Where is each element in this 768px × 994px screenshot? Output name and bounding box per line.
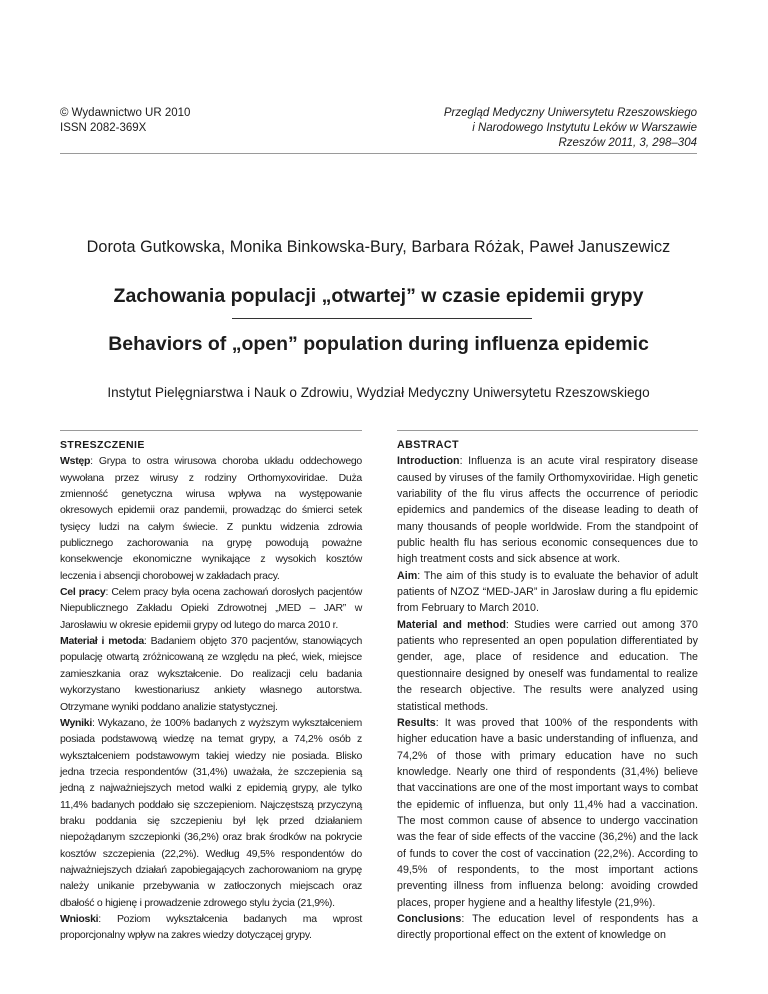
wnioski-text: : Poziom wykształcenia badanych ma wprost proporcjonalny wpływ na zakres wiedzy dotyczącej grypy. [60,912,362,942]
streszczenie-cel [60,584,362,633]
streszczenie-wstep [60,453,362,584]
abstract-introduction [397,453,698,567]
abstract-heading: ABSTRACT [397,439,459,451]
aim-label: Aim [397,569,418,582]
results-label: Results [397,716,436,729]
abstract-results [397,715,698,911]
english-abstract [397,437,698,944]
issn-line: ISSN 2082-369X [60,122,147,134]
introduction-text: : Influenza is an acute viral respiratory disease caused by viruses of the family Orthomyxoviridae. High genetic variability of the flu virus affects the occurrence of periodic epidemics and pandemics of the disease leading to death of many thousands of people worldwide. From the standpoint of public health flu has serious economic consequences due to high treatment costs and sick absence at work. [397,455,698,566]
material-label: Materiał i metoda [60,635,144,648]
right-column-divider [397,430,698,431]
aim-text: : The aim of this study is to evaluate the behavior of adult patients of NZOZ “MED-JAR” in Jarosław during a flu epidemic from February to March 2010. [397,569,698,615]
journal-name-line2: i Narodowego Instytutu Leków w Warszawie [472,122,697,134]
conclusions-text: : The education level of respondents has a directly proportional effect on the extent of knowledge on [397,912,698,942]
left-column-divider [60,430,362,431]
journal-name-line1: Przegląd Medyczny Uniwersytetu Rzeszowskiego [443,107,697,119]
results-text: : It was proved that 100% of the respondents with higher education have a basic understanding of influenza, and 74,2% of those with primary education have no such knowledge. Nearly one third of respondents (31,4%) believe that vaccinations are one of the most important ways to combat the epidemic of influenza, but only 11,4% had a vaccination. The most common cause of absence to undergo vaccination was the fear of side effects of the vaccine (36,2%) and the lack of funds to cover the cost of vaccination (22,2%). According to 49,5% of respondents, to the most important actions preventing illness from influenza belong: avoiding crowded places, proper hygiene and a healthy lifestyle (21,9%). [397,716,698,909]
method-text: : Studies were carried out among 370 patients who represented an open population differentiated by gender, age, place of residence and education. The questionnaire designed by oneself was fundamental to realize the research objective. The results were analyzed using statistical methods. [397,618,698,713]
publisher-line: © Wydawnictwo UR 2010 [60,107,191,119]
abstract-aim [397,568,698,617]
streszczenie-wyniki [60,715,362,911]
wyniki-label: Wyniki [60,716,92,729]
title-divider [232,318,532,319]
conclusions-label: Conclusions [397,912,462,925]
introduction-label: Introduction [397,455,460,468]
title-english: Behaviors of „open” population during influenza epidemic [108,333,649,355]
wstep-text: : Grypa to ostra wirusowa choroba układu oddechowego wywołana przez wirusy z rodziny Orthomyxoviridae. Duża zmienność genetyczna wirusa wpływa na występowanie okresowych epidemii oraz pandemii, prowadząc do śmierci setek tysięcy ludzi na całym świecie. Z punktu widzenia zdrowia publicznego zachorowania na grypę powodują poważne konsekwencje ekonomiczne wynikające z wysokich kosztów leczenia i absencji chorobowej w zakładach pracy. [60,455,362,582]
journal-imprint [60,106,190,136]
cel-label: Cel pracy [60,586,106,599]
material-text: : Badaniem objęto 370 pacjentów, stanowiących populację otwartą zróżnicowaną ze względu na płeć, wiek, miejsce zamieszkania oraz wykształcenie. Do realizacji celu badania wykorzystano kwestionariusz ankiety własnego autorstwa. Otrzymane wyniki poddano analizie statystycznej. [60,635,363,713]
streszczenie-heading: STRESZCZENIE [60,439,145,451]
affiliation: Instytut Pielęgniarstwa i Nauk o Zdrowiu, Wydział Medyczny Uniwersytetu Rzeszowskiego [107,385,650,400]
streszczenie-material [60,633,362,715]
abstract-method [397,617,698,715]
polish-abstract [60,437,362,944]
journal-volume-line: Rzeszów 2011, 3, 298–304 [558,137,697,149]
method-label: Material and method [397,618,506,631]
title-polish: Zachowania populacji „otwartej” w czasie epidemii grypy [113,285,644,307]
wyniki-text: : Wykazano, że 100% badanych z wyższym wykształceniem posiada podstawową wiedzę na temat grypy, a 74,2% osób z wykształceniem podstawowym takiej wiedzy nie posiada. Blisko jedna trzecia respondentów (31,4%) uważała, że szczepienia są jedną z najważniejszych metod walki z epidemią grypy, ale tylko 11,4% badanych poddało się szczepieniom. Najczęstszą przyczyną braku poddania się szczepieniu był lęk przed działaniem niepożądanym szczepionki (36,2%) oraz brak środków na pokrycie kosztów szczepienia (22,2%). Według 49,5% respondentów do najważniejszych działań zapobiegających zachorowaniom na grypę należy unikanie przebywania w zatłoczonych miejscach oraz dbałość o higienę i prowadzenie zdrowego stylu życia (21,9%). [60,716,362,909]
abstract-conclusions [397,911,698,944]
wstep-label: Wstęp [60,455,91,468]
author-list: Dorota Gutkowska, Monika Binkowska-Bury, Barbara Różak, Paweł Januszewicz [86,238,671,256]
cel-text: : Celem pracy była ocena zachowań dorosłych pacjentów Niepublicznego Zakładu Opieki Zdrowotnej „MED – JAR” w Jarosławiu w okresie epidemii grypy od lutego do marca 2010 r. [60,586,362,631]
journal-citation [444,106,697,151]
wnioski-label: Wnioski [60,912,99,925]
header-divider [60,153,697,154]
streszczenie-wnioski [60,911,362,944]
